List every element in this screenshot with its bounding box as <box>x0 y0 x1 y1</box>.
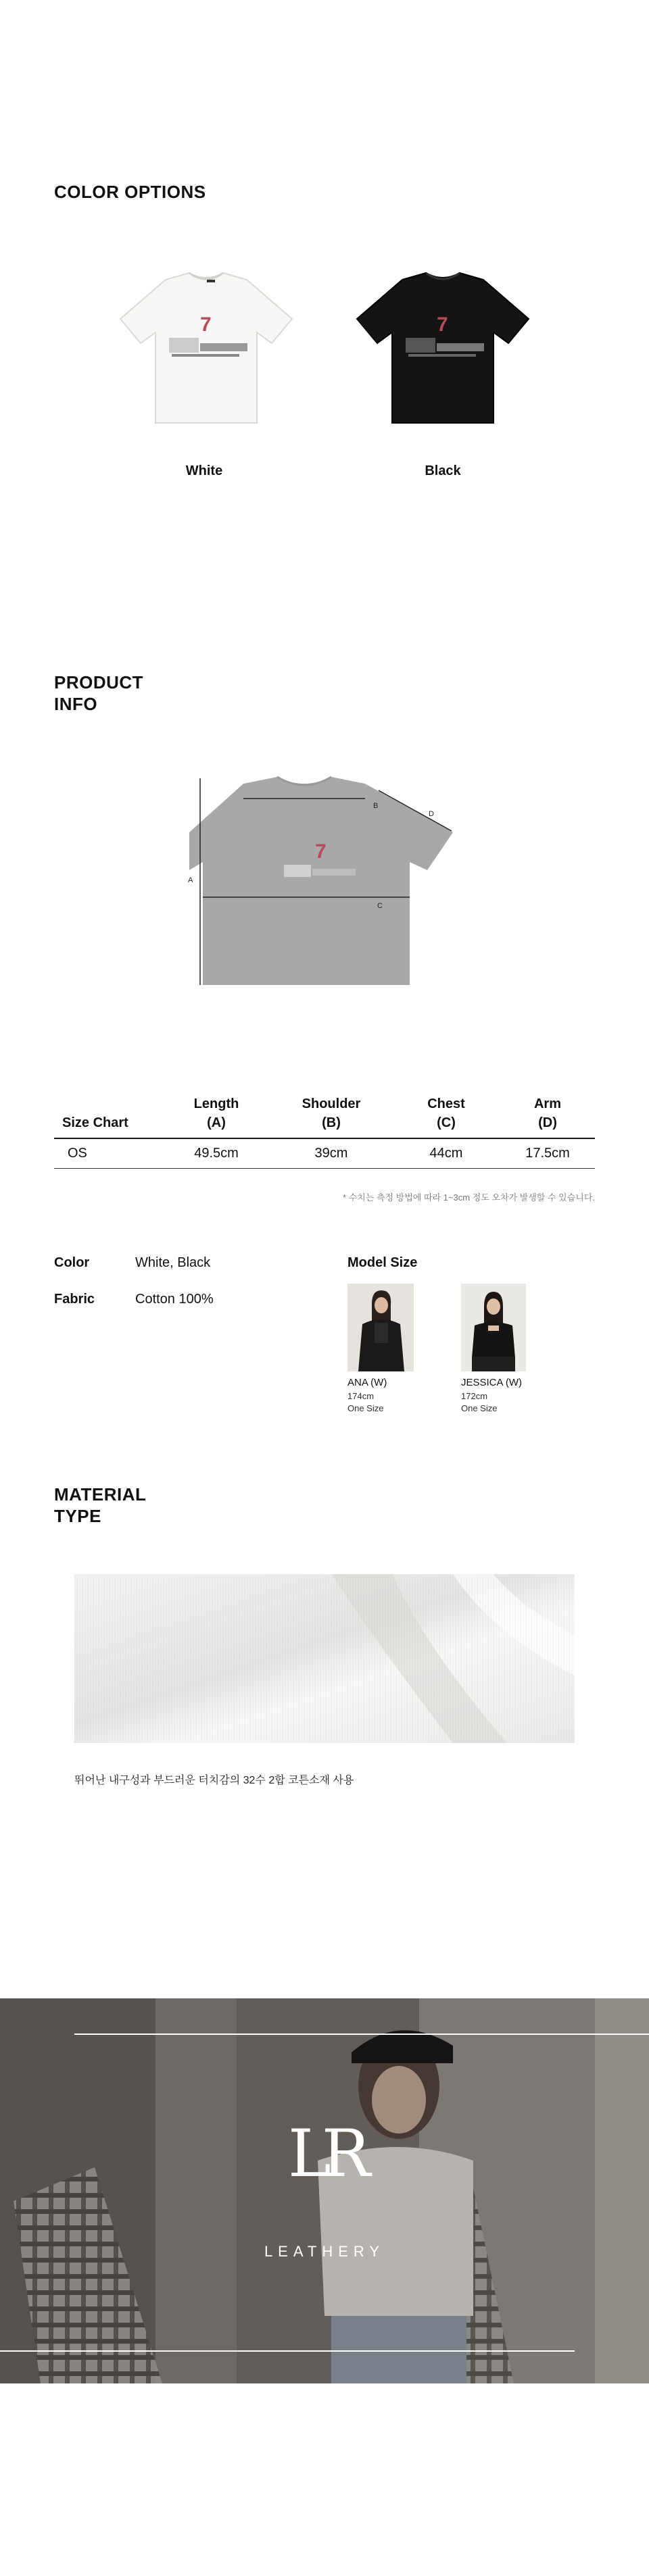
tee-number-black: 7 <box>437 313 448 336</box>
diagram-label-b: B <box>373 802 379 810</box>
fabric-spec-value: Cotton 100% <box>135 1292 214 1307</box>
model-name-jessica: JESSICA (W) <box>461 1377 523 1388</box>
brand-wordmark: LEATHERY <box>264 2243 385 2260</box>
color-label-black: Black <box>425 463 461 478</box>
table-row <box>54 1138 595 1169</box>
header-shoulder-line2: (B) <box>322 1115 341 1130</box>
model-height-jessica: 172cm <box>461 1391 488 1401</box>
header-arm-line2: (D) <box>538 1115 557 1130</box>
white-tee-image <box>115 270 297 429</box>
header-chest <box>392 1094 500 1138</box>
diagram-label-c: C <box>377 902 383 910</box>
model-name-ana: ANA (W) <box>347 1377 387 1388</box>
header-length <box>162 1094 270 1138</box>
header-arm <box>500 1094 595 1138</box>
brand-banner-image <box>0 1998 649 2383</box>
cell-length: 49.5cm <box>162 1138 270 1169</box>
header-shoulder-line1: Shoulder <box>302 1096 361 1111</box>
header-size-chart: Size Chart <box>62 1115 128 1130</box>
size-chart-header-label <box>54 1094 162 1138</box>
material-type-title <box>54 1484 146 1527</box>
product-info-title <box>54 672 143 715</box>
color-spec-label: Color <box>54 1255 90 1270</box>
header-length-line2: (A) <box>207 1115 226 1130</box>
header-shoulder <box>270 1094 392 1138</box>
cell-size: OS <box>54 1138 162 1169</box>
material-title-line2: TYPE <box>54 1506 101 1526</box>
color-label-white: White <box>185 463 223 478</box>
header-arm-line1: Arm <box>533 1096 561 1111</box>
tee-number-white: 7 <box>200 313 212 336</box>
product-info-title-line1: PRODUCT <box>54 672 144 692</box>
cell-chest: 44cm <box>392 1138 500 1169</box>
fabric-spec-label: Fabric <box>54 1292 95 1307</box>
brand-monogram-logo: LR <box>287 2116 362 2192</box>
model-height-ana: 174cm <box>347 1391 375 1401</box>
model-size-jessica: One Size <box>461 1403 498 1413</box>
cell-shoulder: 39cm <box>270 1138 392 1169</box>
model-size-ana: One Size <box>347 1403 384 1413</box>
size-chart-note: * 수치는 측정 방법에 따라 1~3cm 정도 오차가 발생할 수 있습니다. <box>342 1192 595 1203</box>
model-photo-jessica <box>461 1284 526 1371</box>
size-chart-header-row <box>54 1094 595 1138</box>
model-size-title: Model Size <box>347 1255 418 1270</box>
diagram-tee-number: 7 <box>315 840 327 863</box>
header-length-line1: Length <box>193 1096 239 1111</box>
model-photo-ana <box>347 1284 414 1371</box>
material-title-line1: MATERIAL <box>54 1484 147 1505</box>
material-note: 뛰어난 내구성과 부드러운 터치감의 32수 2합 코튼소재 사용 <box>74 1775 354 1786</box>
diagram-label-d: D <box>429 810 434 818</box>
size-chart <box>54 1094 595 1169</box>
color-options-title: COLOR OPTIONS <box>54 182 206 202</box>
size-diagram <box>183 770 466 996</box>
product-info-title-line2: INFO <box>54 694 98 714</box>
black-tee-image <box>352 270 534 429</box>
diagram-label-a: A <box>188 876 193 884</box>
cell-arm: 17.5cm <box>500 1138 595 1169</box>
fabric-texture-image <box>74 1574 575 1743</box>
header-chest-line1: Chest <box>427 1096 465 1111</box>
color-spec-value: White, Black <box>135 1255 211 1270</box>
header-chest-line2: (C) <box>437 1115 456 1130</box>
